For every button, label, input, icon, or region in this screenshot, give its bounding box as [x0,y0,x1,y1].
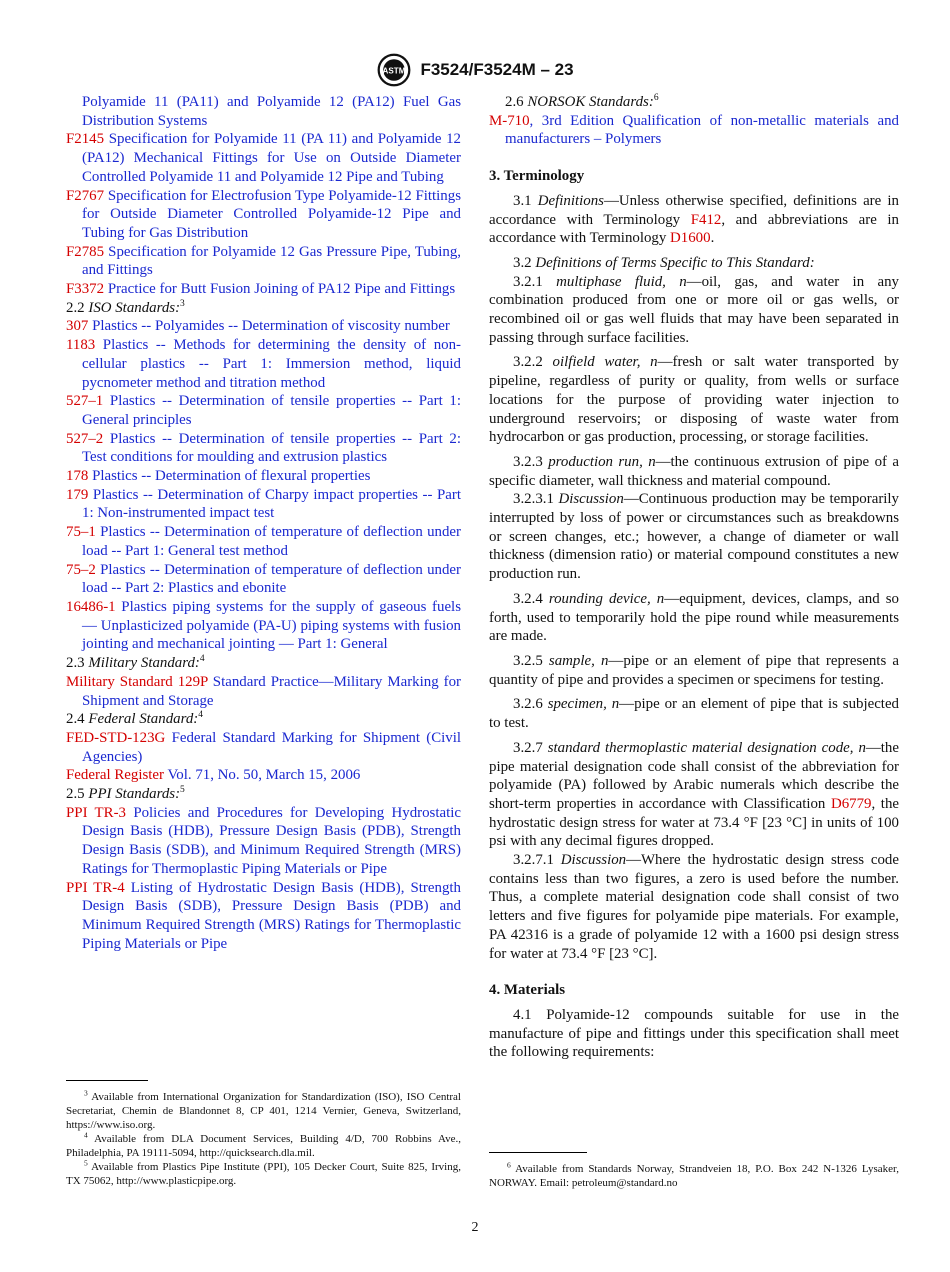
paragraph-3-2-2: 3.2.2 oilfield water, n—fresh or salt water transported by pipeline, regardless of purity or quality, from wells or surface locations for the purpose of providing water injection to underground reservoirs; or disposing of waste water from hydrocarbon or gas production, processing, or storage facilities. [489,354,899,446]
left-column [66,93,461,953]
paragraph-3-2-3: 3.2.3 production run, n—the continuous extrusion of pipe of a specific diameter, wall thickness and material compound. [489,453,899,489]
reference-item[interactable]: PPI TR-4 Listing of Hydrostatic Design Basis (HDB), Strength Design Basis (SDB), Pressure Design Basis (PDB) and Minimum Required Strength (MRS) Ratings for Thermoplastic Piping Materials or Pipe [66,879,461,952]
page-number: 2 [471,1220,479,1235]
reference-item[interactable]: 1183 Plastics -- Methods for determining the density of non-cellular plastics -- Part 1: Immersion method, liquid pycnometer method and titration method [66,337,461,391]
footnote-4: $^4$ Available from DLA Document Services, Building 4/D, 700 Robbins Ave., Philadelphia, PA 19111-5094, http://quicksearch.dla.mil. [66,1130,461,1159]
reference-item[interactable]: 179 Plastics -- Determination of Charpy impact properties -- Part 1: Non-instrumented impact test [66,486,461,522]
reference-item[interactable]: 178 Plastics -- Determination of flexural properties [66,468,371,485]
paragraph-3-2: 3.2 Definitions of Terms Specific to This Standard: [513,254,815,271]
military-standard-heading: 2.3 Military Standard:$^4$ [66,654,205,672]
paragraph-3-2-3-1: 3.2.3.1 Discussion—Continuous production may be temporarily interrupted by loss of power or circumstances such as breakdowns or screen changes, etc.; however, a change of diameter or wall thickness (dimension ratio) or material compound constitutes a new production run. [489,491,899,583]
reference-item[interactable]: 307 Plastics -- Polyamides -- Determination of viscosity number [66,318,450,335]
footnote-6: $^6$ Available from Standards Norway, Strandveien 18, P.O. Box 242 N-1326 Lysaker, NORWAY. Email: petroleum@standard.no [489,1160,899,1189]
iso-reference-list [66,317,461,654]
reference-item[interactable]: 527–2 Plastics -- Determination of tensile properties -- Part 2: Test conditions for moulding and extrusion plastics [66,430,461,466]
reference-item[interactable]: F3372 Practice for Butt Fusion Joining of PA12 Pipe and Fittings [66,281,456,298]
reference-item[interactable]: Military Standard 129P Standard Practice—Military Marking for Shipment and Storage [66,673,461,709]
astm-logo-icon [376,52,412,88]
svg-text:ASTM: ASTM [382,66,406,76]
reference-continuation[interactable]: Polyamide 11 (PA11) and Polyamide 12 (PA12) Fuel Gas Distribution Systems [82,94,461,129]
paragraph-3-2-4: 3.2.4 rounding device, n—equipment, devices, clamps, and so forth, used to temporarily hold the pipe round while measurements are made. [489,590,900,645]
paragraph-4-1: 4.1 Polyamide-12 compounds suitable for use in the manufacture of pipe and fittings under this specification shall meet the following requirements: [489,1006,899,1061]
ppi-standards-heading: 2.5 PPI Standards:$^5$ [66,785,185,803]
paragraph-3-2-1: 3.2.1 multiphase fluid, n—oil, gas, and water in any combination produced from one or more oil or gas wells, or recombined oil or gas well fluids that may have been separated in passing through surface facilities. [489,273,899,346]
footnote-divider-right [489,1152,587,1153]
right-column [489,93,899,1062]
reference-item[interactable]: M-710, 3rd Edition Qualification of non-metallic materials and manufacturers – Polymers [489,112,899,148]
paragraph-3-1: 3.1 Definitions—Unless otherwise specified, definitions are in accordance with Terminology F412, and abbreviations are in accordance with Terminology D1600. [489,192,900,247]
footnote-3: $^3$ Available from International Organization for Standardization (ISO), ISO Central Secretariat, Chemin de Blandonnet 8, CP 401, 1214 Vernier, Geneva, Switzerland, https://www.iso.org. [66,1088,461,1131]
reference-item[interactable]: 75–2 Plastics -- Determination of temperature of deflection under load -- Part 2: Plastics and ebonite [66,561,461,597]
reference-item[interactable]: F2767 Specification for Electrofusion Type Polyamide-12 Fittings for Outside Diameter Controlled Polyamide-12 Pipe and Tubing for Gas Distribution [66,187,461,241]
paragraph-3-2-6: 3.2.6 specimen, n—pipe or an element of pipe that is subjected to test. [489,696,900,732]
document-designation: F3524/F3524M – 23 [420,60,574,79]
reference-item[interactable]: 75–1 Plastics -- Determination of temperature of deflection under load -- Part 1: General test method [66,524,461,559]
link-f412[interactable]: F412 [690,211,722,228]
reference-item[interactable]: Federal Register Vol. 71, No. 50, March 15, 2006 [66,767,361,784]
footnote-divider-left [66,1080,148,1081]
reference-item[interactable]: F2145 Specification for Polyamide 11 (PA 11) and Polyamide 12 (PA12) Mechanical Fittings for Use on Outside Diameter Controlled Polyamide 11 and Polyamide 12 Pipe and Tubing [66,131,461,185]
norsok-standards-heading: 2.6 NORSOK Standards:$^6$ [505,93,659,110]
reference-item[interactable]: PPI TR-3 Policies and Procedures for Developing Hydrostatic Design Basis (HDB), Pressure Design Basis (PDB), Strength Design Basis (SDB), and Minimum Required Strength (MRS) Ratings for Thermoplastic Piping Materials or Pipe [66,804,461,877]
section-3-title: 3. Terminology [489,168,585,185]
section-4-title: 4. Materials [489,982,566,999]
page-header [0,52,950,93]
footnotes-left [66,1090,461,1188]
paragraph-3-2-5: 3.2.5 sample, n—pipe or an element of pipe that represents a quantity of pipe and provides a specimen or specimens for testing. [489,652,899,688]
paragraph-3-2-7: 3.2.7 standard thermoplastic material designation code, n—the pipe material designation code shall consist of the abbreviation for polyamide (PA) followed by Arabic numerals which describe the short-term properties in accordance with Classification D6779, the hydrostatic design stress for water at 73.4 °F [23 °C] in units of 100 psi with any decimal figures dropped. [489,739,899,850]
iso-standards-heading: 2.2 ISO Standards:$^3$ [66,298,185,316]
paragraph-3-2-7-1: 3.2.7.1 Discussion—Where the hydrostatic design stress code contains less than two figures, a zero is used before the number. Thus, a complete material designation code shall consist of two letters and five figures for polyamide pipe materials. For example, PA 42316 is a grade of polyamide 12 with a 1600 psi design stress for water at 73.4 °F [23 °C]. [489,852,899,962]
reference-item[interactable]: FED-STD-123G Federal Standard Marking for Shipment (Civil Agencies) [66,729,461,765]
astm-reference-list [66,130,461,298]
link-d6779[interactable]: D6779 [830,795,872,812]
footnote-5: $^5$ Available from Plastics Pipe Institute (PPI), 105 Decker Court, Suite 825, Irving, TX 75062, http://www.plasticpipe.org. [66,1158,461,1187]
reference-item[interactable]: F2785 Specification for Polyamide 12 Gas Pressure Pipe, Tubing, and Fittings [66,243,461,279]
federal-standard-heading: 2.4 Federal Standard:$^4$ [66,710,203,728]
reference-item[interactable]: 16486-1 Plastics piping systems for the supply of gaseous fuels — Unplasticized polyamide (PA-U) piping systems with fusion jointing and mechanical jointing — Part 1: General [66,598,461,653]
link-d1600[interactable]: D1600 [670,230,711,247]
reference-item[interactable]: 527–1 Plastics -- Determination of tensile properties -- Part 1: General principles [66,393,461,428]
footnotes-right [489,1162,899,1190]
